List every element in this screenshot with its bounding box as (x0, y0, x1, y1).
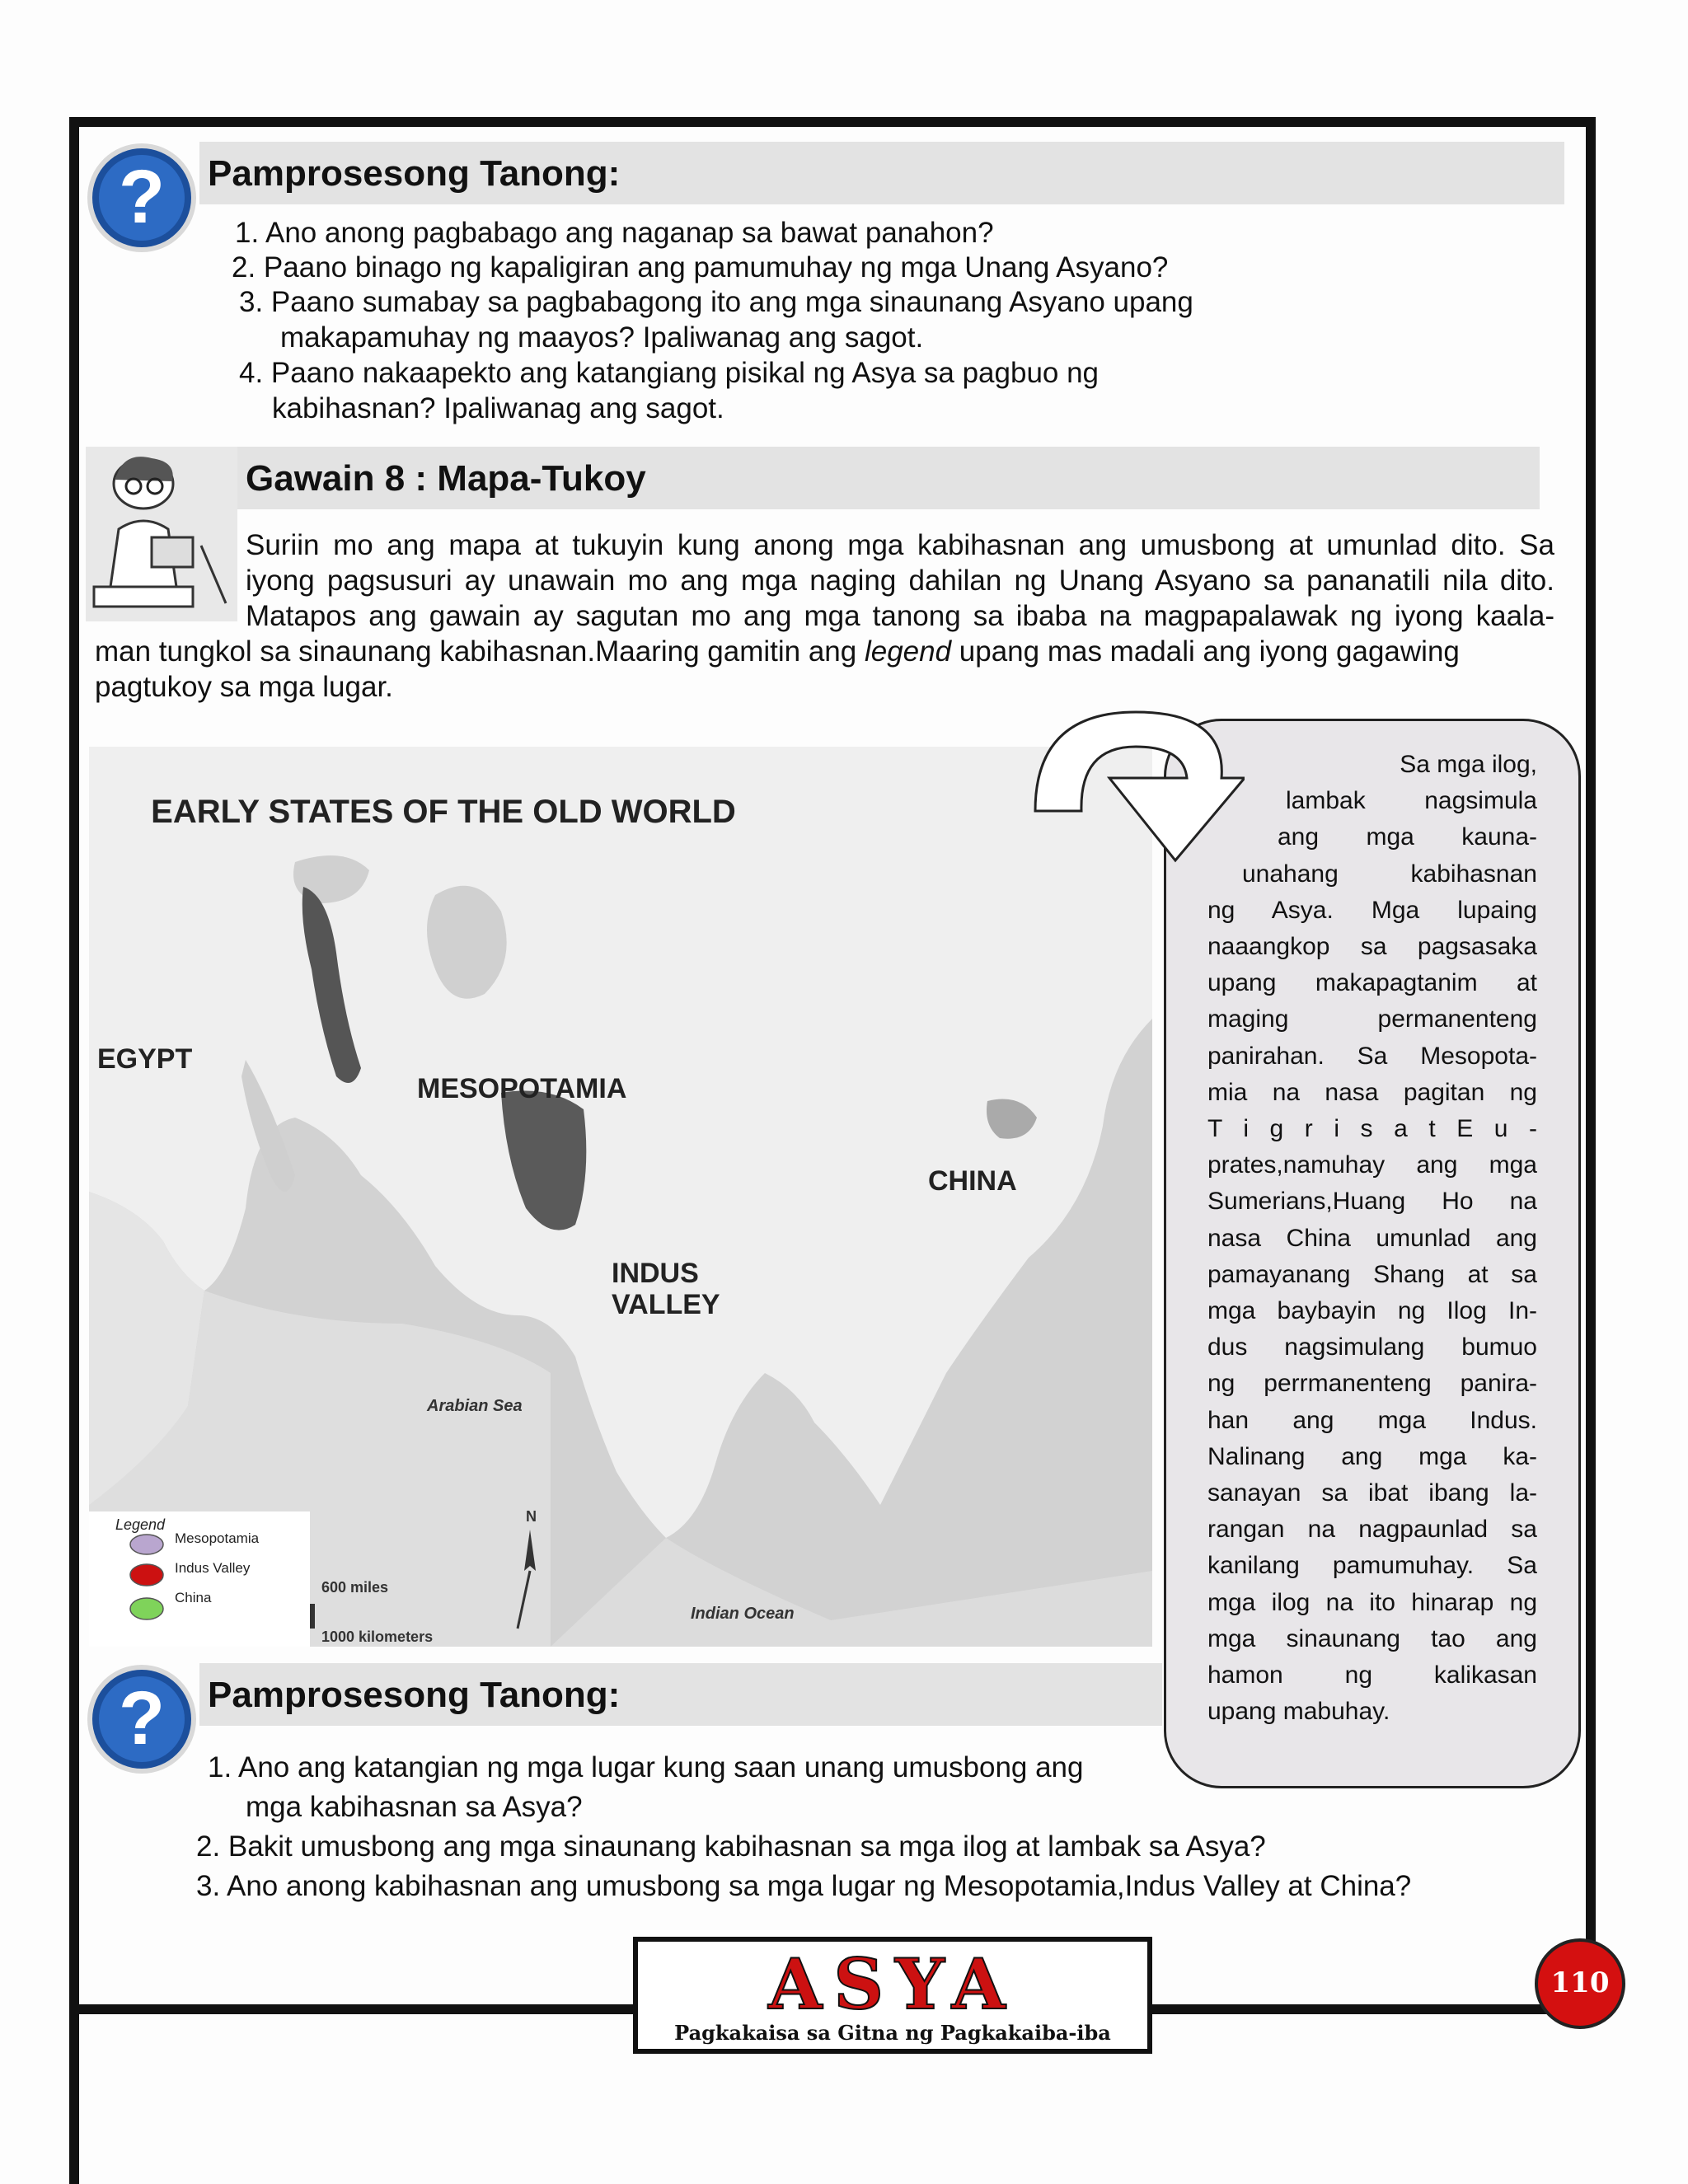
callout-line: mga sinaunang tao ang (1207, 1624, 1537, 1652)
legend-label-china: China (175, 1590, 212, 1605)
legend-swatch-indus-valley (130, 1564, 163, 1586)
question-mark-icon (86, 1663, 198, 1775)
question-item: makapamuhay ng maayos? Ipaliwanag ang sagot. (280, 321, 924, 354)
question-item: 1. Ano ang katangian ng mga lugar kung saan unang umusbong ang (208, 1751, 1084, 1783)
activity-title: Gawain 8 : Mapa-Tukoy (246, 458, 646, 499)
callout-line: prates,namuhay ang mga (1207, 1151, 1537, 1179)
section-title: Pamprosesong Tanong: (208, 153, 621, 194)
activity-text-line: Suriin mo ang mapa at tukuyin kung anong mga kabihasnan ang umusbong at umunlad dito. Sa (246, 529, 1554, 561)
activity-text-line (95, 635, 1555, 668)
map-label-indian-ocean: Indian Ocean (691, 1605, 795, 1623)
svg-text:?: ? (118, 1676, 166, 1760)
callout-line: maging permanenteng (1207, 1005, 1537, 1033)
scale-kilometers: 1000 kilometers (321, 1629, 434, 1645)
map-label-mesopotamia: MESOPOTAMIA (417, 1073, 627, 1104)
activity-text-segment: man tungkol sa sinaunang kabihasnan.Maaring gamitin ang (95, 635, 865, 668)
north-label: N (526, 1508, 537, 1525)
question-item: 1. Ano anong pagbabago ang naganap sa bawat panahon? (235, 217, 994, 249)
page-frame-right (1586, 117, 1596, 2014)
legend-emphasis: legend (864, 635, 952, 668)
student-reading-illustration (86, 447, 237, 621)
callout-line: kanilang pamumuhay. Sa (1207, 1552, 1537, 1580)
section-title: Pamprosesong Tanong: (208, 1675, 621, 1715)
legend-title: Legend (115, 1516, 166, 1533)
logo-word: ASYA (768, 1943, 1017, 2025)
callout-line: unahang kabihasnan (1242, 860, 1537, 888)
callout-line: mia na nasa pagitan ng (1207, 1078, 1537, 1106)
callout-line: lambak nagsimula (1286, 787, 1537, 815)
callout-line: ang mga kauna- (1278, 823, 1537, 851)
activity-text-line: Matapos ang gawain ay sagutan mo ang mga tanong sa ibaba na magpapalawak ng iyong kaala- (246, 600, 1554, 632)
callout-line: Nalinang ang mga ka- (1207, 1442, 1537, 1470)
callout-line: pamayanang Shang at sa (1207, 1260, 1537, 1288)
callout-line: ng Asya. Mga lupaing (1207, 896, 1537, 924)
callout-line: ng perrmanenteng panira- (1207, 1370, 1537, 1398)
callout-line: naaangkop sa pagsasaka (1207, 933, 1537, 961)
question-mark-icon (86, 142, 198, 254)
callout-line: nasa China umunlad ang (1207, 1224, 1537, 1252)
callout-line: mga baybayin ng Ilog In- (1207, 1297, 1537, 1325)
legend-swatch-mesopotamia (130, 1535, 163, 1554)
map-label-china: CHINA (928, 1165, 1017, 1197)
question-item: kabihasnan? Ipaliwanag ang sagot. (272, 392, 724, 424)
map-label-arabian-sea: Arabian Sea (427, 1397, 523, 1415)
callout-line: Sa mga ilog, (1400, 751, 1537, 778)
asya-logo (633, 1937, 1152, 2054)
question-item: 2. Paano binago ng kapaligiran ang pamumuhay ng mga Unang Asyano? (232, 251, 1169, 284)
question-item: 2. Bakit umusbong ang mga sinaunang kabihasnan sa mga ilog at lambak sa Asya? (196, 1830, 1266, 1863)
callout-line: T i g r i s a t E u - (1207, 1115, 1537, 1143)
activity-text-line: iyong pagsusuri ay unawain mo ang mga naging dahilan ng Unang Asyano sa pananatili nila dito. (246, 565, 1554, 597)
callout-line: hamon ng kalikasan (1207, 1661, 1537, 1690)
callout-line: panirahan. Sa Mesopota- (1207, 1042, 1537, 1070)
page-frame-left (69, 117, 79, 2184)
question-item: mga kabihasnan sa Asya? (246, 1791, 583, 1823)
map-label-indus: INDUS (612, 1258, 699, 1289)
legend-label-mesopotamia: Mesopotamia (175, 1530, 260, 1546)
question-item: 3. Paano sumabay sa pagbabagong ito ang mga sinaunang Asyano upang (239, 286, 1193, 318)
callout-line: sanayan sa ibat ibang la- (1207, 1479, 1537, 1507)
activity-text-line: pagtukoy sa mga lugar. (95, 671, 393, 703)
page-number-badge: 110 (1535, 1938, 1625, 2029)
scale-miles: 600 miles (321, 1579, 389, 1596)
callout-line: upang mabuhay. (1207, 1698, 1390, 1726)
callout-line: mga ilog na ito hinarap ng (1207, 1588, 1537, 1616)
callout-text (1207, 747, 1537, 1730)
callout-line: Sumerians,Huang Ho na (1207, 1188, 1537, 1216)
logo-tagline: Pagkakaisa sa Gitna ng Pagkakaiba-iba (674, 2021, 1111, 2045)
question-item: 4. Paano nakaapekto ang katangiang pisikal ng Asya sa pagbuo ng (239, 357, 1100, 389)
activity-text-segment: upang mas madali ang iyong gagawing (951, 635, 1460, 668)
page-frame-top (69, 117, 1596, 127)
legend-swatch-china (130, 1598, 163, 1619)
svg-text:?: ? (118, 155, 166, 239)
callout-line: rangan na nagpaunlad sa (1207, 1516, 1537, 1544)
callout-line: upang makapagtanim at (1207, 969, 1537, 997)
map-title: EARLY STATES OF THE OLD WORLD (151, 794, 736, 830)
legend-label-indus-valley: Indus Valley (175, 1560, 251, 1576)
early-states-map (89, 747, 1152, 1647)
callout-line: han ang mga Indus. (1207, 1406, 1537, 1434)
question-item: 3. Ano anong kabihasnan ang umusbong sa mga lugar ng Mesopotamia,Indus Valley at China? (196, 1870, 1412, 1902)
map-label-egypt: EGYPT (97, 1043, 193, 1075)
map-label-valley: VALLEY (612, 1289, 720, 1320)
callout-line: dus nagsimulang bumuo (1207, 1333, 1537, 1361)
